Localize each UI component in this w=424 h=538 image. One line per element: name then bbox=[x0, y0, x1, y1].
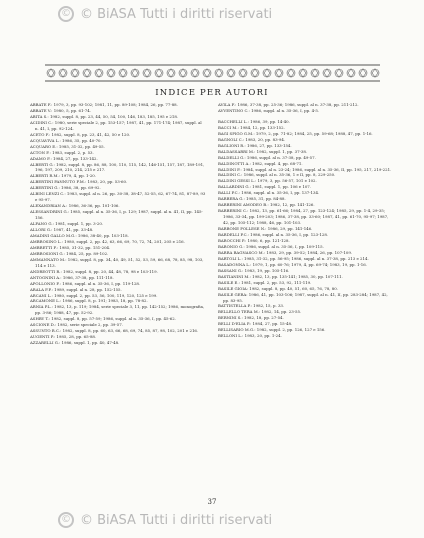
index-entry: BAGNOLI C.: 1983, 20, pp. 83-94. bbox=[218, 136, 286, 142]
index-entry: BARBERINI AMODEO B.: 1982, 12, pp. 141-126. bbox=[218, 202, 315, 208]
index-entry: ANTOGNINI A.: 1986, 37-38, pp. 111-118. bbox=[30, 274, 114, 280]
index-entry: AMBRETTI F.: 1985, 31-32, pp. 151-204. bbox=[30, 244, 111, 250]
index-entry: ALFANO G.: 1981, suppl. 1, pp. 3-20. bbox=[30, 221, 104, 227]
index-entry: ANDREOTTI R.: 1982, suppl. 8, pp. 20, 44, 48, 78, 98 e 103-119. bbox=[30, 268, 158, 274]
index-entry: BARBERINI C.: 1982, 13, pp. 61-66; 1984, 27, pp. 123-124; 1985, 29, pp. 1-4, 29-35; 1986, 33-34, pp. 199-203; 1986, 37-38, pp. 33-60; 1987, 41, pp. 61-70, 95-97; 1987, 42, pp. 105-112; 1988, 46, pp. 101-103. bbox=[218, 208, 389, 226]
index-entry: BALDINI C.: 1986, suppl. al n. 35-36, 1 e II, pp. 8, 229-250. bbox=[218, 172, 336, 178]
index-entry: AVILA F.: 1986, 37-38, pp. 25-36; 1986, suppl. al n. 37-38, pp. 211-212. bbox=[218, 102, 359, 107]
index-entry: AZZARELLI G.: 1986, suppl. 1, pp. 40, 47-48. bbox=[30, 340, 120, 346]
index-entry: ACETO F.: 1982, suppl. 8, pp. 23, 41, 42, 50 e 120. bbox=[30, 131, 131, 137]
index-entry: ALBERTI G.: 1982, suppl. 8, pp. 86, 88, 100, 110, 115, 142, 146-151, 157, 187, 189-191, 196, 197, 209, 210, 214, 215 e 217. bbox=[30, 161, 205, 173]
index-entry: BALDASSARRI M.: 1982, suppl. 1, pp. 37-38. bbox=[218, 148, 308, 154]
index-entry: ASHBY T.: 1982, suppl. 8, pp. 57-59; 1986, suppl. al n. 35-36, I, pp. 45-62. bbox=[30, 316, 176, 322]
index-entry: BASILE GIOIA: 1982, suppl. 8, pp. 40, 51, 60, 65, 76, 78, 80. bbox=[218, 285, 338, 291]
index-entry: BAGLIONI R.: 1986, 27, pp. 133-154. bbox=[218, 142, 292, 148]
index-entry: ALBERTINI G.: 1986, 38, pp. 69-92. bbox=[30, 185, 101, 191]
index-entry: BARONIO G.: 1986, suppl. al n. 35-36, I, pp. 109-115. bbox=[218, 243, 324, 249]
index-entry: BELLISARIO M.G.: 1982, suppl. 2, pp. 126, 127 e 156. bbox=[218, 327, 326, 333]
index-entry: BELLONI L.: 1983, 20, pp. 1-24. bbox=[218, 333, 282, 339]
index-entry: BARTOLI L.: 1985, 31-32, pp. 56-95; 1986, suppl. al n. 37-38, pp. 213 e 214. bbox=[218, 255, 369, 261]
index-entry: BATTISTELLA P.: 1982, 15, p. 33. bbox=[218, 303, 285, 309]
index-entry: BAGI SPIGO G.M.: 1979, 2, pp. 71-82; 1984, 25, pp. 59-68; 1988, 47, pp. 1-16. bbox=[218, 130, 373, 136]
index-entry: ALESSANDRINI G.: 1985, suppl. al n. 35-36, I, p. 129; 1987, suppl. al n. 41, II, pp. 145-156. bbox=[30, 209, 203, 221]
index-entry: BELLELLO TERA M.: 1982, 14, pp. 23-55. bbox=[218, 309, 302, 315]
watermark-text: © BiASA Tutti i diritti riservati bbox=[80, 512, 273, 528]
index-entry: BARDELLI P.C.: 1986, suppl. al n. 35-36, I, pp. 123-128. bbox=[218, 232, 329, 238]
index-entry: AMADINI GALLO M.G.: 1986, 38-40, pp. 103-118. bbox=[30, 232, 129, 238]
watermark-text: © BiASA Tutti i diritti riservati bbox=[80, 6, 273, 22]
page-number: 37 bbox=[207, 498, 217, 506]
index-entry: ALBERTI R.M.: 1979, 4, pp. 1-20. bbox=[30, 173, 97, 179]
index-entry: BARRA BAGNASCO M.: 1983, 29, pp. 39-52; 1984, 26, pp. 107-109. bbox=[218, 249, 353, 255]
index-entry: ARNIA P.L.: 1982, 13, p. 119; 1984, serie speciale 3, 11, pp. 142-152; 1986, monografia, pp. 3-86; 1988, 47, pp. 52-92. bbox=[30, 304, 205, 316]
index-entry: AMBROSIONI G.: 1984, 25, pp. 89-102. bbox=[30, 250, 109, 256]
watermark-top bbox=[58, 4, 378, 24]
index-entry: ABITA S.: 1982, suppl. 8, pp. 23, 44, 50, 54, 100, 146, 183, 185, 195 e 218. bbox=[30, 113, 179, 119]
index-entry: BELLI D'ELIA P.: 1984, 27, pp. 15-48. bbox=[218, 321, 293, 327]
biasa-logo-icon: © bbox=[58, 6, 74, 22]
index-entry: ACIDINI C.: 1980, serie speciale 2, pp. 153-157; 1987, 41, pp. 171-174; 1987, suppl. al n. 41, I, pp. 92-124. bbox=[30, 119, 202, 131]
index-entry: BASILE E.: 1981, suppl. 2, pp. 53, 92, 111-119. bbox=[218, 279, 312, 285]
index-columns bbox=[30, 102, 394, 494]
index-entry: ALBERTINI PANNUTO F.M.: 1983, 20, pp. 53-60. bbox=[30, 179, 128, 185]
index-entry: ACQUARO E.: 1985, 31-32, pp. 49-55. bbox=[30, 143, 105, 149]
index-entry: ACQUAVIVA L.: 1986, 35, pp. 40-70. bbox=[30, 137, 102, 143]
index-entry: ALBINI LENZI C.: 1983, suppl. al n. 26, pp. 30-38, 38-47, 52-55, 62, 67-74, 81, 87-89, 93 e 95-97. bbox=[30, 191, 206, 203]
watermark-bottom bbox=[58, 510, 378, 530]
index-entry: APOLLONIO F.: 1986, suppl. al n. 35-36, I, pp. 119-128. bbox=[30, 280, 141, 286]
index-entry: AUGENTI P.: 1985, 28, pp. 65-88. bbox=[30, 334, 97, 340]
index-entry: ABBATE V.: 1980, 5, pp. 61-74. bbox=[30, 107, 91, 113]
index-entry: ALLORI G.: 1987, 41, pp. 33-48. bbox=[30, 227, 94, 233]
index-entry: BASSANI G.: 1983, 19, pp. 105-116. bbox=[218, 267, 290, 273]
index-entry: BACCHELLI L.: 1986, 39, pp. 14-40. bbox=[218, 118, 290, 124]
index-entry: ASSUNTO R.C.: 1982, suppl. 8, pp. 60, 63, 66, 68, 69, 74, 85, 87, 98, 102, 201 e 216. bbox=[30, 328, 199, 334]
index-column-right bbox=[218, 102, 394, 494]
index-entry: BALDINI GESSI L.: 1979, 3, pp. 56-57, 101 e 102. bbox=[218, 178, 317, 184]
index-entry: ALEXANDRIAN A.: 1986, 36-36, pp. 101-106. bbox=[30, 203, 120, 209]
index-entry: AVVENTINO C.: 1986, suppl. al n. 35-36, I, pp. 4-5. bbox=[218, 107, 320, 113]
index-entry: ADAMO F.: 1984, 27, pp. 133-142. bbox=[30, 155, 98, 161]
index-entry: ARCANI L.: 1980, suppl. 2, pp. 53, 56, 100, 119, 120, 125 e 199. bbox=[30, 292, 158, 298]
index-entry: BALDELLI G.: 1986, suppl. al n. 37-38, pp. 49-57. bbox=[218, 154, 316, 160]
index-entry: BASADONNA L.: 1979, 1, pp. 60-76; 1979, 4, pp. 69-74; 1983, 19, pp. 1-16. bbox=[218, 261, 367, 267]
index-entry: ASCIONE D.: 1982, serie speciale 2, pp. 39-57. bbox=[30, 322, 123, 328]
index-entry: BACCI M.: 1984, 12, pp. 133-152. bbox=[218, 124, 285, 130]
index-entry: BERNINI S.: 1982, 18, pp. 27-54. bbox=[218, 315, 284, 321]
index-entry: BALDINI F.: 1984, suppl. al n. 23-24; 1986, suppl. al n. 35-36, II, pp. 195, 217, 219-221. bbox=[218, 166, 392, 172]
biasa-logo-icon: © bbox=[58, 512, 74, 528]
decorative-ornament-band bbox=[45, 62, 380, 84]
index-entry: BALLARDINI G.: 1981, suppl. 1, pp. 106 e 107. bbox=[218, 184, 312, 190]
index-entry: ABBATE F.: 1979, 3, pp. 93-102; 1981, 11, pp. 89-108; 1984, 26, pp. 77-88. bbox=[30, 102, 178, 107]
index-entry: AMMANNATO M.: 1982, suppl. 8, pp. 34, 40, 49, 51, 52, 53, 59, 66, 68, 78, 85, 98, 103, 114 e 113. bbox=[30, 256, 204, 268]
index-entry: ACTON F.: 1983, suppl. 2, p. 53. bbox=[30, 149, 94, 155]
index-entry: BARBERA G.: 1985, 31, pp. 84-88. bbox=[218, 196, 286, 202]
index-entry: AMBROSINO L.: 1980, suppl. 2, pp. 42, 63, 66, 69, 70, 72, 74, 201, 205 e 216. bbox=[30, 238, 185, 244]
index-entry: ARALA F.P.: 1989, suppl. al n. 28, pp. 152-155. bbox=[30, 286, 122, 292]
index-entry: BARBONE POLLESE N.: 1986, 29, pp. 141-146. bbox=[218, 226, 313, 232]
index-entry: BASILE GERA: 1986, 41, pp. 103-106; 1987, suppl. al n. 41, II, pp. 283-284; 1987, 42, pp. 83-95. bbox=[218, 291, 388, 303]
index-column-left bbox=[30, 102, 206, 494]
index-entry: BALLI P.C.: 1986, suppl. al n. 35-36, I, pp. 137-134. bbox=[218, 190, 320, 196]
index-entry: BASTIANINI M.: 1982, 13, pp. 135-141; 1985, 30, pp. 107-111. bbox=[218, 273, 343, 279]
index-entry: BALDINOTTI A.: 1982, suppl. 4, pp. 68-71. bbox=[218, 160, 303, 166]
index-entry: ARCAMONE L.: 1986, suppl. 8, p. 191; 1983, 18, pp. 78-82. bbox=[30, 298, 148, 304]
page-title: INDICE PER AUTORI bbox=[155, 88, 269, 98]
index-entry: BAROCCHI P.: 1980, 6, pp. 121-128. bbox=[218, 237, 290, 243]
